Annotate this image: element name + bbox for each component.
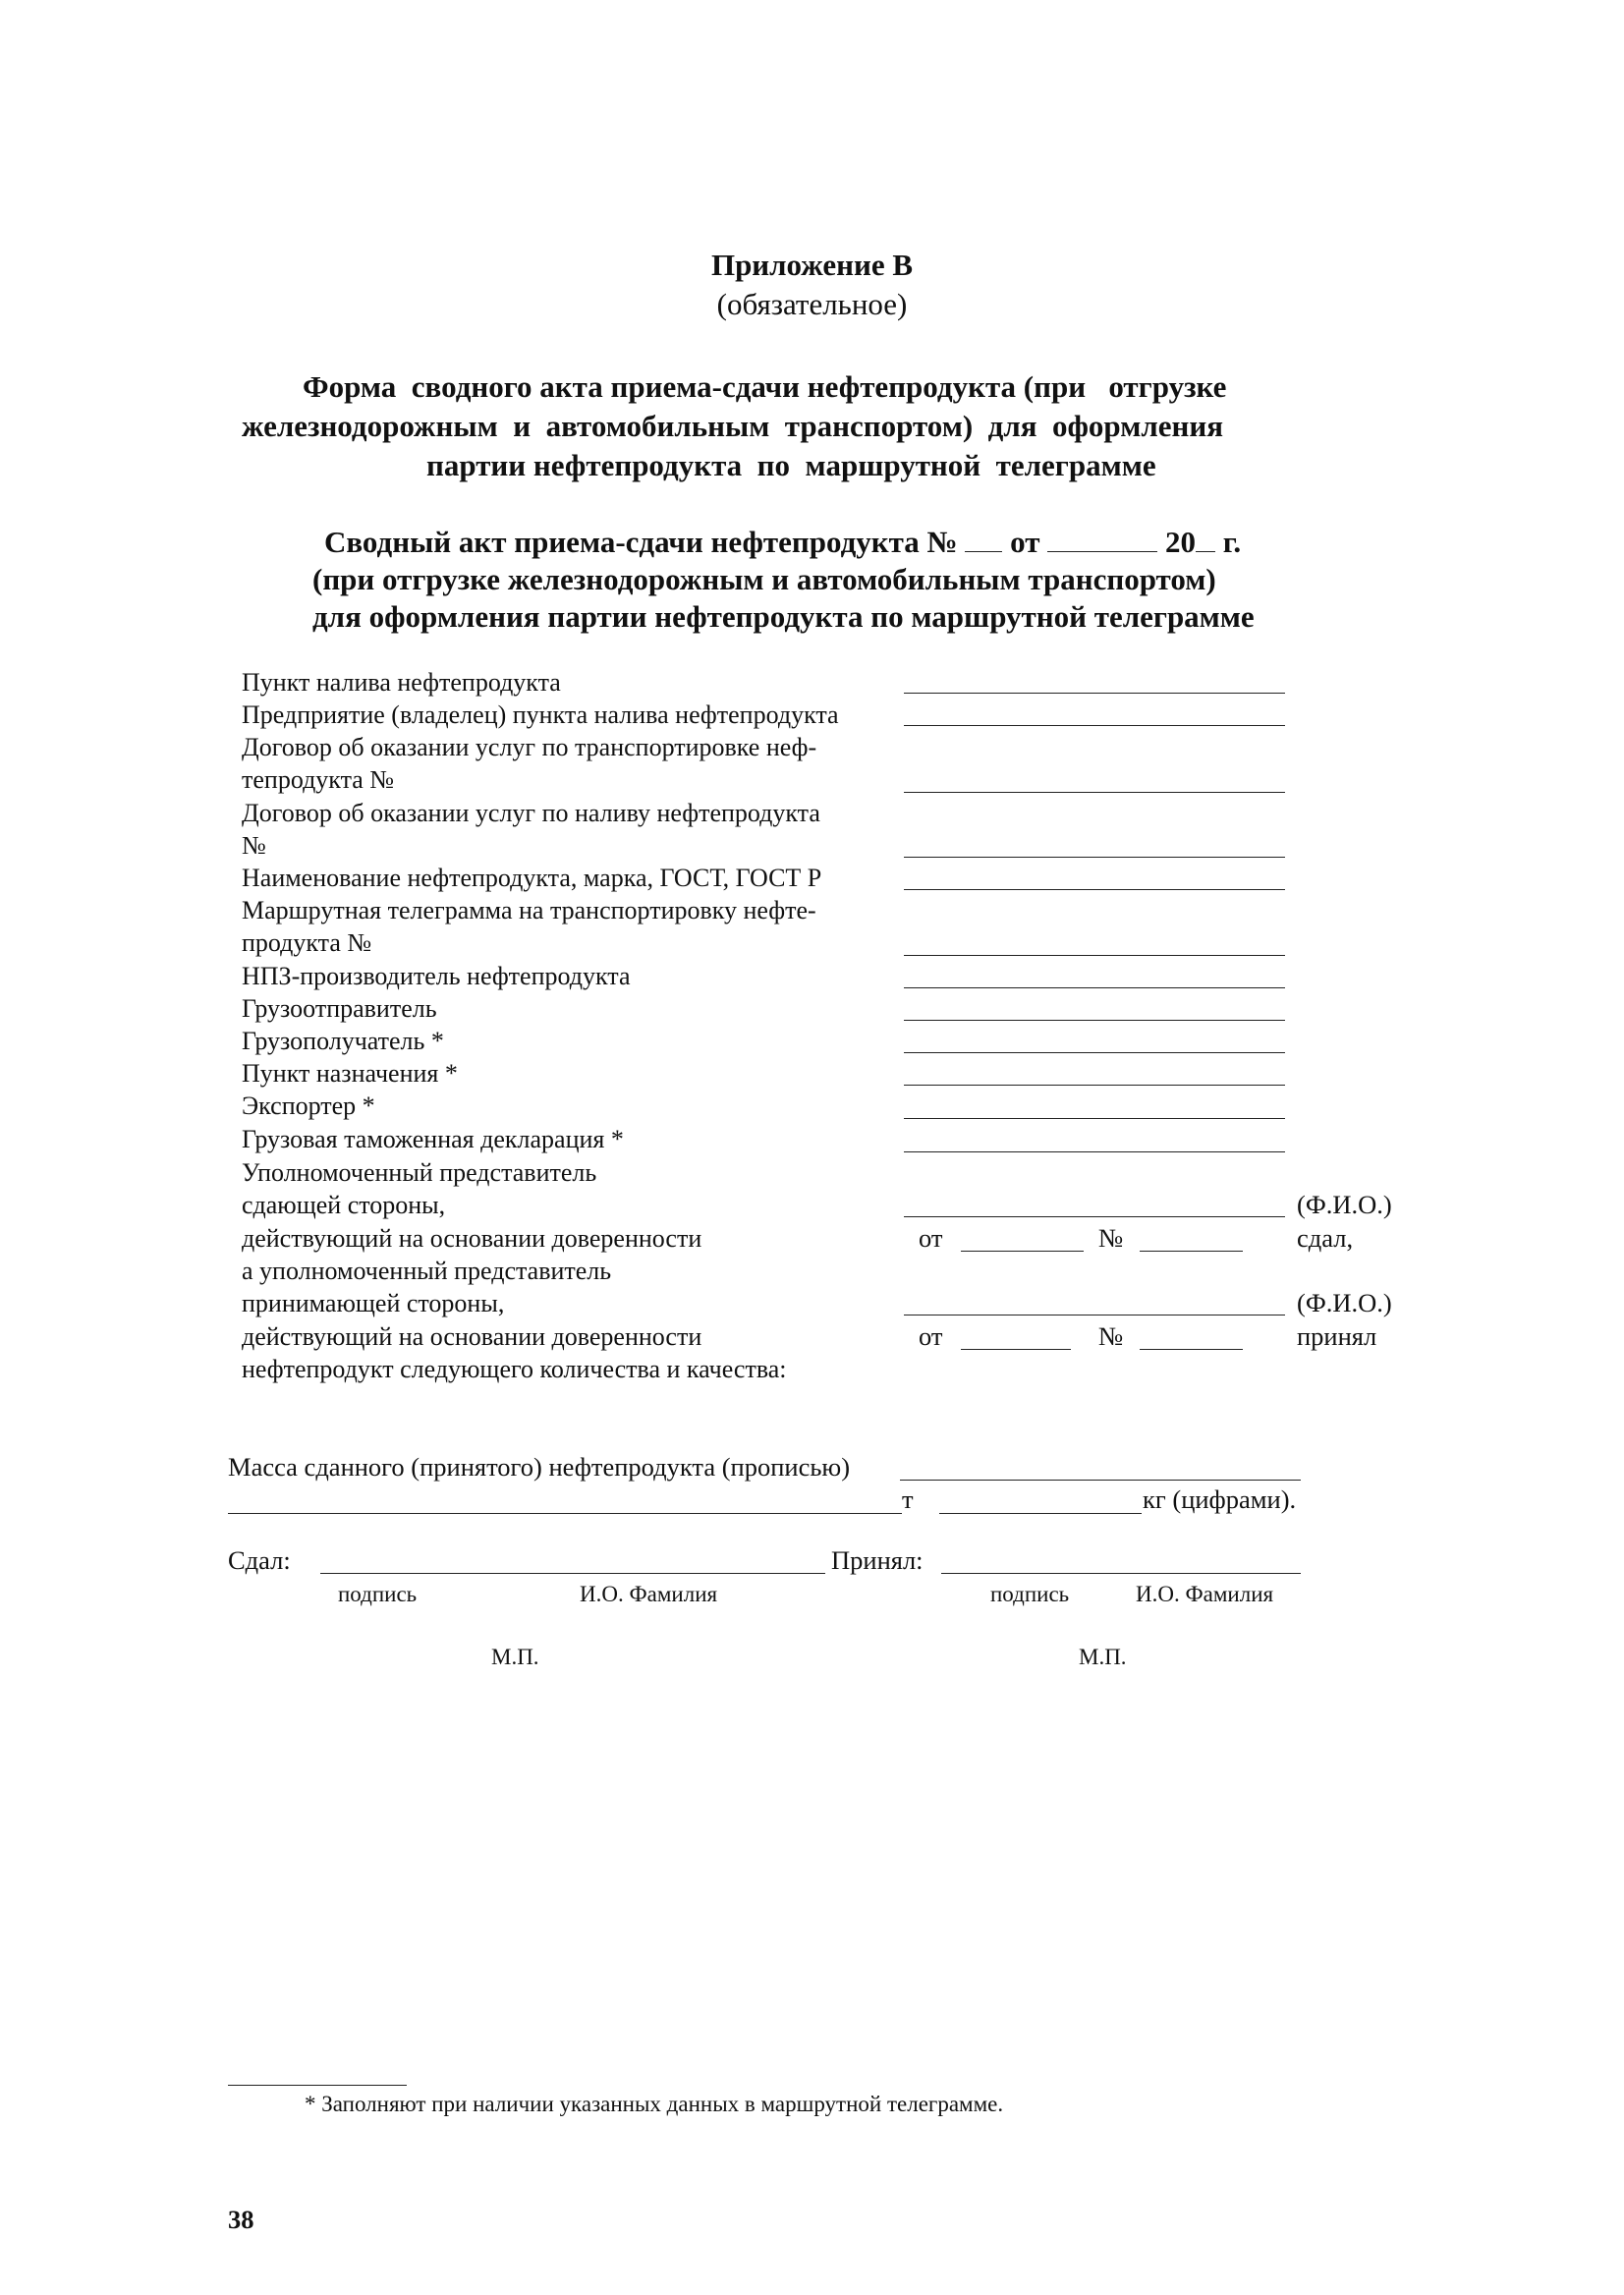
transport-contract-blank[interactable] <box>904 792 1285 793</box>
consignee-blank[interactable] <box>904 1052 1285 1053</box>
act-title-ot: от <box>1010 525 1040 559</box>
field-consignee: Грузополучатель * <box>242 1027 444 1055</box>
field-fill-contract-2: № <box>242 831 266 860</box>
rep2-date-blank[interactable] <box>961 1349 1071 1350</box>
field-rep-4: а уполномоченный представитель <box>242 1257 612 1285</box>
rep2-ot-label: от <box>919 1321 943 1351</box>
field-rep-6: действующий на основании доверенности <box>242 1322 702 1351</box>
field-shipper: Грузоотправитель <box>242 994 437 1023</box>
rep1-date-blank[interactable] <box>961 1251 1084 1252</box>
route-telegram-blank[interactable] <box>904 955 1285 956</box>
form-title-line-2: железнодорожным и автомобильным транспортом) для оформления <box>242 409 1223 443</box>
mass-kg-label: кг (цифрами). <box>1143 1484 1297 1514</box>
act-title-text: Сводный акт приема-сдачи нефтепродукта № <box>324 525 958 559</box>
sdal-podpis-caption: подпись <box>338 1582 418 1606</box>
shipper-blank[interactable] <box>904 1020 1285 1021</box>
act-title-line-1 <box>324 525 1241 560</box>
field-destination: Пункт назначения * <box>242 1059 458 1088</box>
field-fill-contract-1: Договор об оказании услуг по наливу нефтепродукта <box>242 799 820 827</box>
refinery-blank[interactable] <box>904 987 1285 988</box>
destination-blank[interactable] <box>904 1085 1285 1086</box>
fill-contract-blank[interactable] <box>904 857 1285 858</box>
field-rep-5: принимающей стороны, <box>242 1289 505 1317</box>
field-fill-owner: Предприятие (владелец) пункта налива нефтепродукта <box>242 700 839 729</box>
sdal-stamp-mp: М.П. <box>491 1645 539 1669</box>
appendix-title: Приложение В <box>710 248 914 282</box>
page-number: 38 <box>228 2205 254 2234</box>
field-rep-1: Уполномоченный представитель <box>242 1158 597 1187</box>
field-customs-declaration: Грузовая таможенная декларация * <box>242 1125 624 1153</box>
rep1-no-label: № <box>1098 1223 1124 1253</box>
rep2-prinyal-label: принял <box>1297 1321 1377 1351</box>
field-transport-contract-1: Договор об оказании услуг по транспортировке неф- <box>242 733 817 761</box>
act-date-blank <box>1047 526 1157 552</box>
rep1-fio-blank[interactable] <box>904 1216 1285 1217</box>
mass-t-label: т <box>902 1484 914 1514</box>
field-transport-contract-2: тепродукта № <box>242 765 395 794</box>
rep2-fio-label: (Ф.И.О.) <box>1297 1288 1392 1317</box>
act-title-year: 20 <box>1165 525 1196 559</box>
appendix-subtitle: (обязательное) <box>716 287 908 321</box>
mass-words-blank-1[interactable] <box>900 1480 1301 1481</box>
rep2-number-blank[interactable] <box>1140 1349 1243 1350</box>
exporter-blank[interactable] <box>904 1118 1285 1119</box>
act-title-g: г. <box>1222 525 1242 559</box>
sdal-signature-blank[interactable] <box>320 1573 825 1574</box>
field-rep-2: сдающей стороны, <box>242 1191 446 1219</box>
mass-words-blank-2[interactable] <box>228 1513 902 1514</box>
field-refinery: НПЗ-производитель нефтепродукта <box>242 962 631 990</box>
field-exporter: Экспортер * <box>242 1092 375 1120</box>
field-rep-3: действующий на основании доверенности <box>242 1224 702 1253</box>
form-title-line-1: Форма сводного акта приема-сдачи нефтепродукта (при отгрузке <box>303 369 1227 404</box>
mass-label: Масса сданного (принятого) нефтепродукта (прописью) <box>228 1452 851 1482</box>
form-title-line-3: партии нефтепродукта по маршрутной телеграмме <box>426 448 1156 482</box>
act-year-blank <box>1196 526 1215 552</box>
rep1-fio-label: (Ф.И.О.) <box>1297 1190 1392 1219</box>
rep2-no-label: № <box>1098 1321 1124 1351</box>
prinyal-stamp-mp: М.П. <box>1079 1645 1127 1669</box>
prinyal-signature-blank[interactable] <box>941 1573 1301 1574</box>
field-product-name: Наименование нефтепродукта, марка, ГОСТ, ГОСТ Р <box>242 864 822 892</box>
sdal-fio-caption: И.О. Фамилия <box>580 1582 718 1606</box>
rep1-sdal-label: сдал, <box>1297 1223 1354 1253</box>
customs-declaration-blank[interactable] <box>904 1151 1285 1152</box>
prinyal-label: Принял: <box>831 1545 924 1575</box>
product-name-blank[interactable] <box>904 889 1285 890</box>
act-number-blank <box>965 526 1002 552</box>
rep1-ot-label: от <box>919 1223 943 1253</box>
prinyal-fio-caption: И.О. Фамилия <box>1136 1582 1274 1606</box>
act-title-line-2: (при отгрузке железнодорожным и автомобильным транспортом) <box>312 562 1216 596</box>
mass-kg-blank[interactable] <box>939 1513 1142 1514</box>
prinyal-podpis-caption: подпись <box>990 1582 1070 1606</box>
fill-owner-blank[interactable] <box>904 725 1285 726</box>
field-route-telegram-2: продукта № <box>242 928 372 957</box>
sdal-label: Сдал: <box>228 1545 291 1575</box>
footnote-separator <box>228 2085 407 2086</box>
act-title-line-3: для оформления партии нефтепродукта по маршрутной телеграмме <box>312 599 1255 634</box>
fill-point-blank[interactable] <box>904 693 1285 694</box>
field-fill-point: Пункт налива нефтепродукта <box>242 668 561 697</box>
field-route-telegram-1: Маршрутная телеграмма на транспортировку нефте- <box>242 896 816 924</box>
footnote: * Заполняют при наличии указанных данных в маршрутной телеграмме. <box>305 2092 1004 2116</box>
rep1-number-blank[interactable] <box>1140 1251 1243 1252</box>
field-rep-7: нефтепродукт следующего количества и качества: <box>242 1355 787 1383</box>
